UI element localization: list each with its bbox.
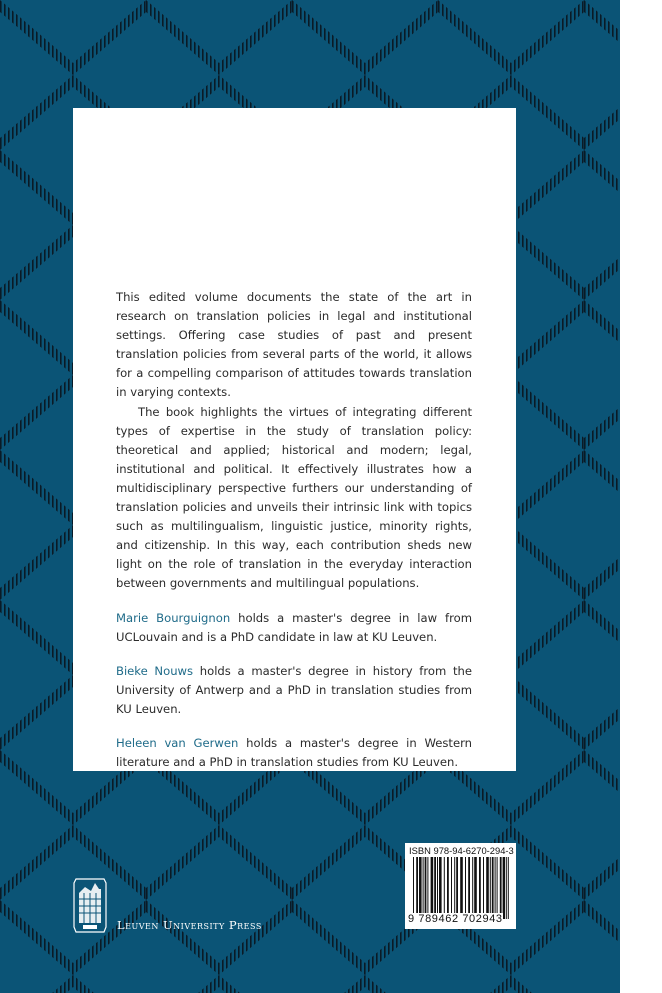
editor-name: Marie Bourguignon	[116, 610, 231, 625]
isbn-label: ISBN 978-94-6270-294-3	[409, 845, 514, 856]
barcode-bar	[490, 857, 491, 919]
barcode-bar	[479, 857, 481, 919]
editor-bio	[116, 609, 472, 647]
barcode-bar	[434, 857, 436, 919]
publisher-logo-icon	[73, 875, 107, 939]
barcode-bar	[465, 857, 466, 919]
barcode-bar	[416, 857, 418, 919]
editor-bio-text: holds a master's degree in history from the University of Antwerp and a PhD in translation studies from KU Leuven.	[116, 663, 472, 716]
description-paragraph-2: The book highlights the virtues of integrating different types of expertise in the study of translation policy: theoretical and applied; historical and modern; legal, institutional and political. It effectively illustrates how a multidisciplinary perspective furthers our understanding of translation policies and unveils their intrinsic link with topics such as multilingualism, linguistic justice, minority rights, and citizenship. In this way, each contribution sheds new light on the role of translation in the everyday interaction between governments and multilingual populations.	[116, 404, 472, 591]
barcode-bar	[468, 857, 470, 919]
editor-bio	[116, 734, 472, 772]
editor-name: Heleen van Gerwen	[116, 735, 239, 750]
editor-bio	[116, 662, 472, 719]
barcode-bar	[472, 857, 473, 919]
barcode-bar	[495, 857, 496, 919]
barcode-bar	[444, 857, 445, 919]
barcode-bar	[497, 857, 498, 919]
barcode-bar	[451, 857, 452, 919]
editor-name: Bieke Nouws	[116, 663, 194, 678]
editor-bio-text: holds a master's degree in Western literature and a PhD in translation studies from KU Leuven.	[116, 735, 473, 770]
barcode-bar	[486, 857, 489, 919]
barcode-bar	[413, 857, 414, 919]
barcode-bars	[413, 857, 509, 919]
barcode-bar	[503, 857, 506, 919]
barcode-bar	[460, 857, 463, 919]
barcode-bar	[423, 857, 424, 919]
publisher-name: Leuven University Press	[117, 918, 262, 932]
ean-number: 9 789462 702943	[408, 913, 503, 925]
barcode-bar	[427, 857, 428, 919]
barcode-bar	[437, 857, 438, 919]
barcode-bar	[419, 857, 422, 919]
barcode-bar	[500, 857, 502, 919]
barcode-bar	[454, 857, 455, 919]
editor-bio-text: holds a master's degree in law from UCLouvain and is a PhD candidate in law at KU Leuven.	[116, 610, 473, 644]
barcode-bar	[474, 857, 477, 919]
barcode-bar	[506, 857, 507, 919]
isbn-barcode	[405, 843, 516, 929]
description-paragraph-1: This edited volume documents the state of the art in research on translation policies in legal and institutional settings. Offering case studies of past and present translation policies from several parts of the world, it allows for a compelling comparison of attitudes towards translation in varying contexts.	[116, 290, 472, 400]
barcode-bar	[508, 857, 509, 919]
barcode-bar	[439, 857, 442, 919]
barcode-bar	[425, 857, 427, 919]
barcode-bar	[447, 857, 449, 919]
description-panel	[73, 108, 516, 771]
barcode-bar	[483, 857, 484, 919]
barcode-bar	[492, 857, 494, 919]
barcode-bar	[456, 857, 458, 919]
barcode-bar	[431, 857, 434, 919]
